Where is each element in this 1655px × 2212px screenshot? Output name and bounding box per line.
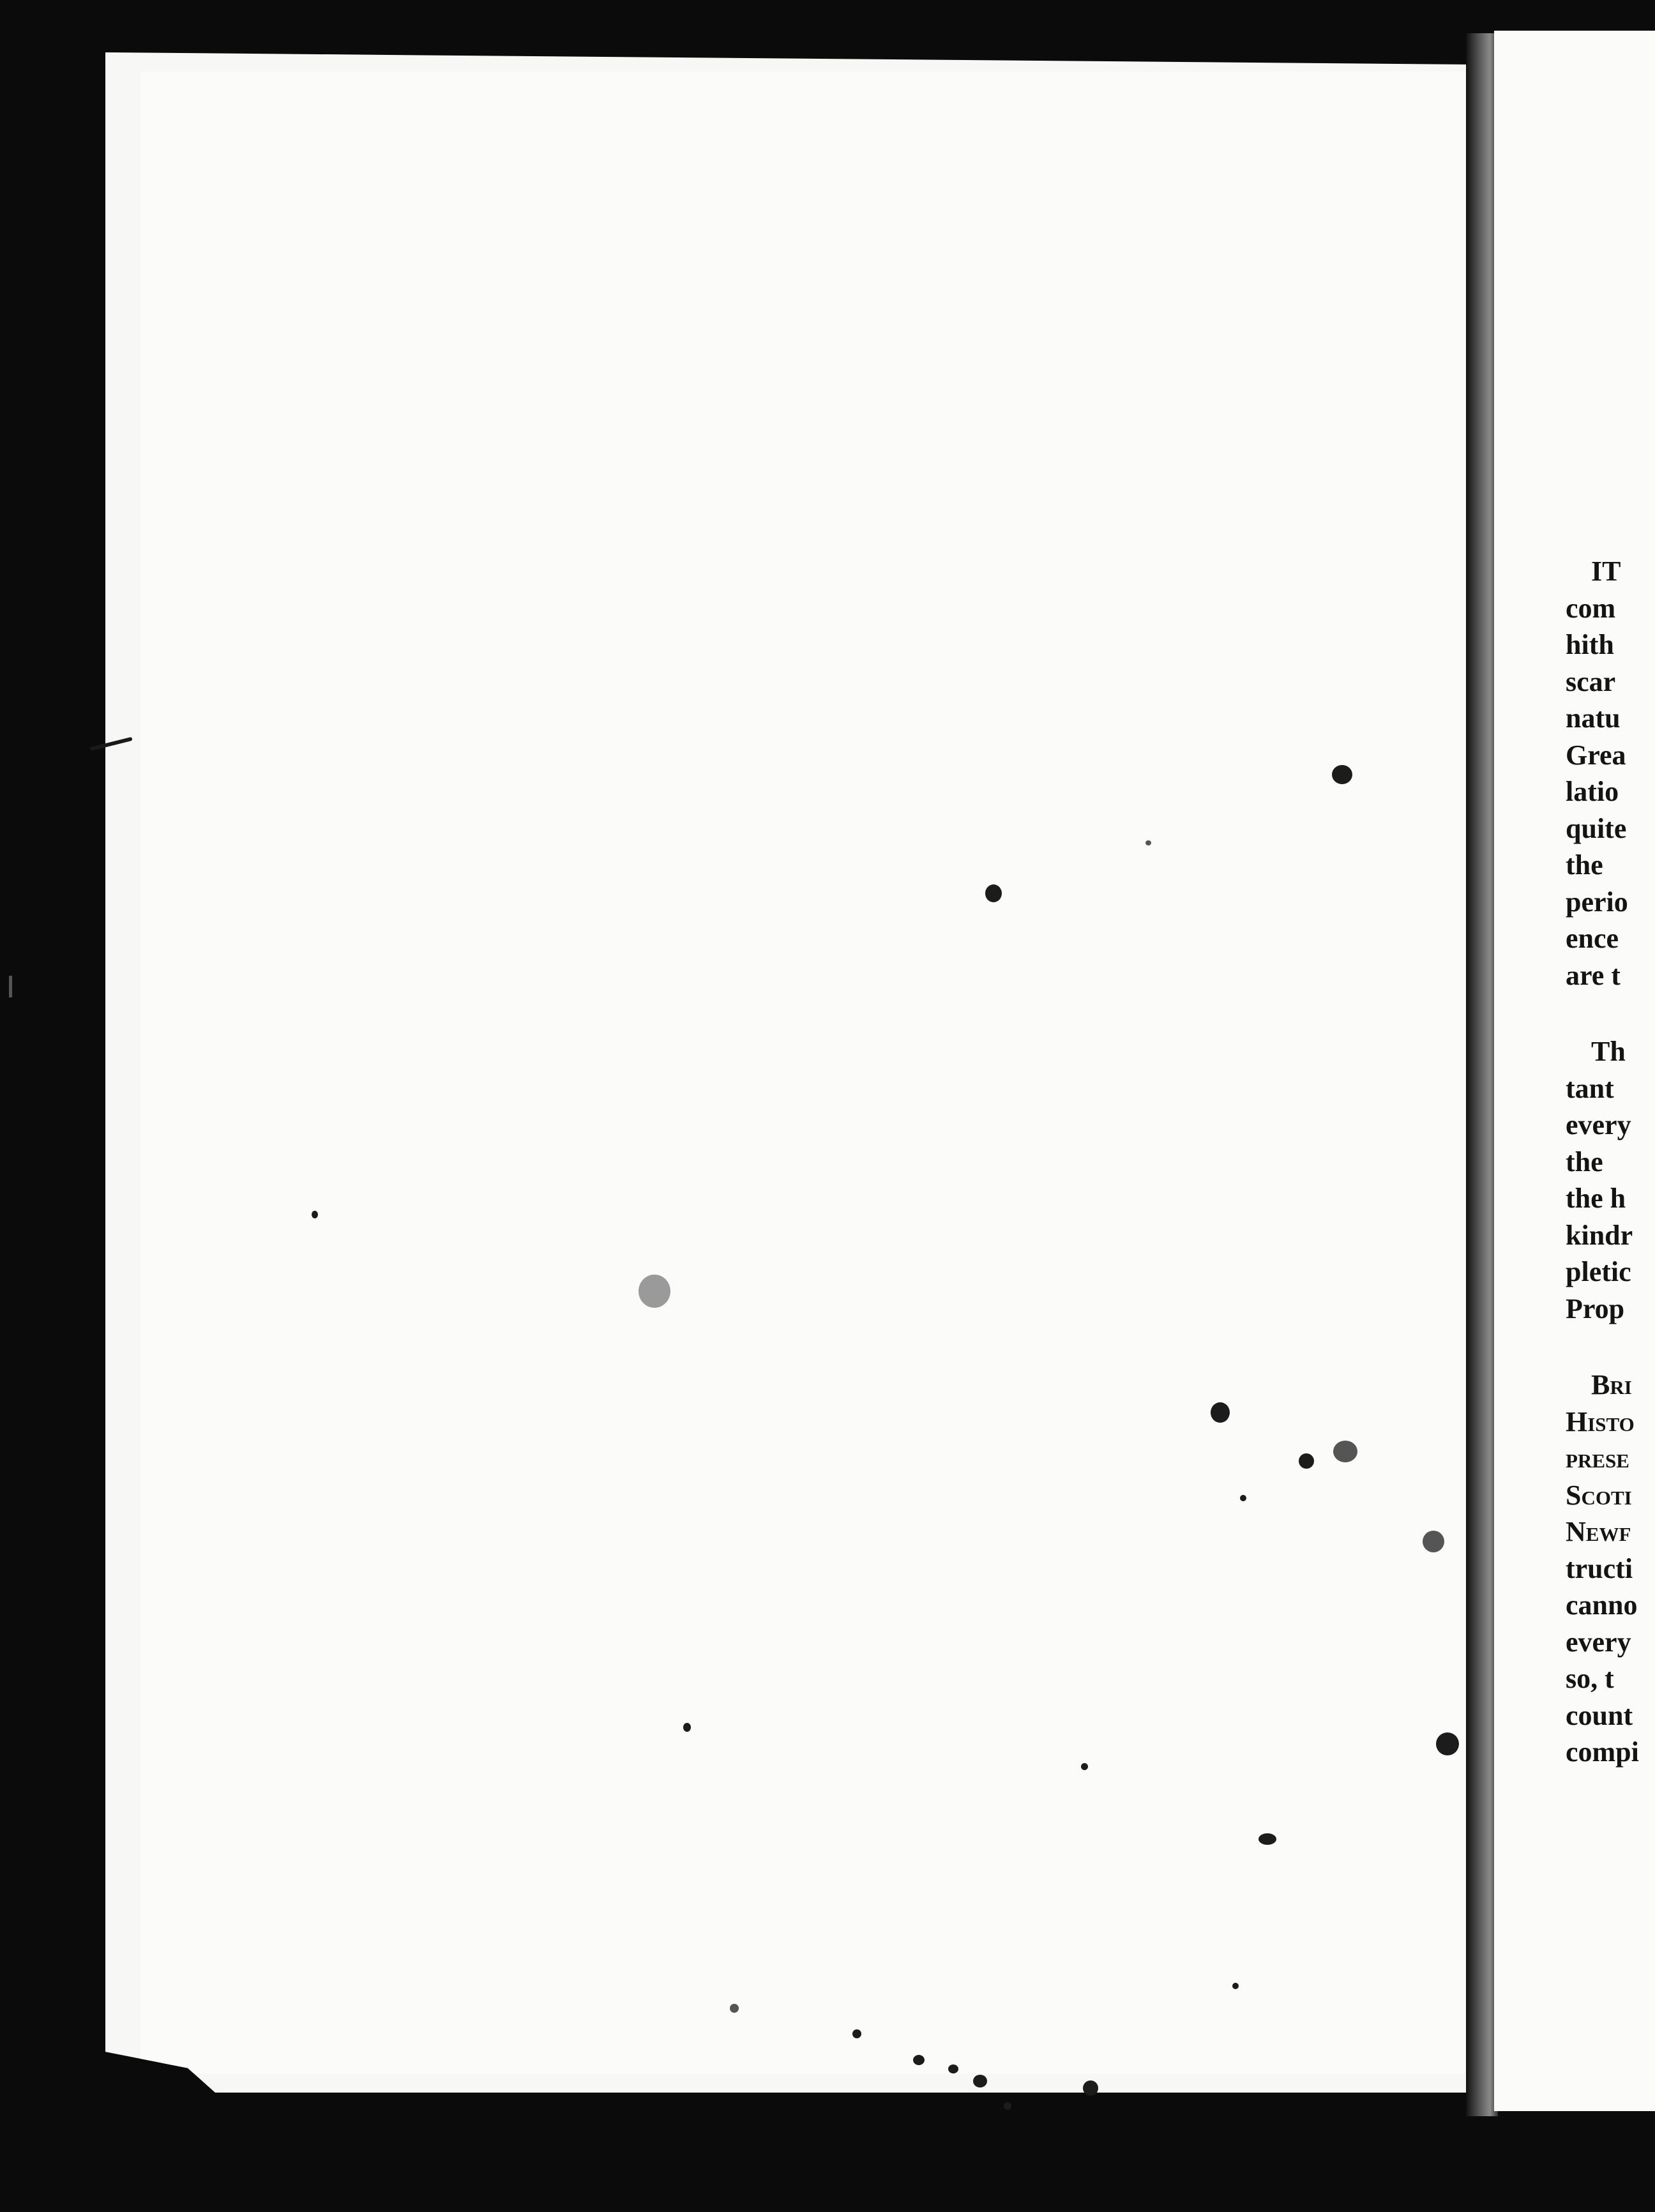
- ink-spot: [1004, 2102, 1011, 2110]
- ink-spot: [1240, 1495, 1246, 1501]
- text-line: scar: [1566, 665, 1616, 697]
- text-line: tant: [1566, 1072, 1614, 1104]
- ink-spot: [913, 2055, 925, 2065]
- ink-spot: [312, 1211, 318, 1218]
- ink-spot: [1211, 1402, 1230, 1423]
- text-line: latio: [1566, 776, 1619, 807]
- text-line: count: [1566, 1699, 1633, 1731]
- text-line: ence: [1566, 923, 1619, 954]
- text-line: pletic: [1566, 1256, 1631, 1287]
- text-line: prese: [1566, 1443, 1629, 1474]
- text-line: every: [1566, 1626, 1631, 1658]
- text-line: tructi: [1566, 1552, 1633, 1584]
- text-line: every: [1566, 1109, 1631, 1140]
- ink-spot: [639, 1275, 670, 1308]
- text-line: Grea: [1566, 739, 1626, 771]
- ink-spot: [1423, 1531, 1444, 1552]
- book-spine: [1466, 33, 1498, 2116]
- left-page-blank: [105, 52, 1478, 2093]
- ink-spot: [852, 2029, 861, 2038]
- text-line: hith: [1566, 629, 1614, 660]
- ink-spot: [1145, 840, 1151, 845]
- text-line: so, t: [1566, 1663, 1614, 1694]
- text-line: Scoti: [1566, 1479, 1632, 1511]
- ink-spot: [730, 2004, 739, 2013]
- ink-spot: [948, 2064, 958, 2073]
- left-page-show-through-area: [140, 72, 1465, 2073]
- paragraph-gap: [1566, 994, 1655, 1033]
- ink-spot: [1436, 1732, 1459, 1755]
- text-line: Histo: [1566, 1405, 1635, 1437]
- ink-spot: [1081, 1763, 1088, 1770]
- text-line: com: [1566, 592, 1616, 624]
- text-line: quite: [1566, 812, 1627, 844]
- text-line: kindr: [1566, 1219, 1633, 1251]
- ink-spot: [1232, 1983, 1239, 1989]
- ink-spot: [973, 2075, 987, 2087]
- paragraph-gap: [1566, 1327, 1655, 1367]
- text-line: the: [1566, 849, 1603, 881]
- text-line: Newf: [1566, 1516, 1631, 1547]
- text-line: are t: [1566, 959, 1621, 991]
- left-edge-tick: [9, 976, 12, 997]
- text-line: natu: [1566, 702, 1621, 734]
- text-line: Prop: [1566, 1292, 1625, 1324]
- text-line: compi: [1566, 1736, 1639, 1768]
- ink-spot: [1258, 1833, 1276, 1845]
- text-line: the h: [1566, 1183, 1626, 1214]
- ink-spot: [683, 1723, 691, 1732]
- ink-spot: [985, 884, 1002, 902]
- text-line: IT: [1591, 556, 1621, 587]
- ink-spot: [1299, 1453, 1314, 1469]
- text-line: perio: [1566, 886, 1628, 918]
- text-line: the: [1566, 1146, 1603, 1178]
- text-line: Bri: [1591, 1369, 1632, 1400]
- ink-spot: [1083, 2080, 1098, 2096]
- ink-spot: [1332, 765, 1352, 784]
- text-line: canno: [1566, 1589, 1638, 1621]
- right-page-text: [1566, 553, 1655, 1771]
- text-line: Th: [1591, 1036, 1626, 1067]
- ink-spot: [1333, 1441, 1357, 1462]
